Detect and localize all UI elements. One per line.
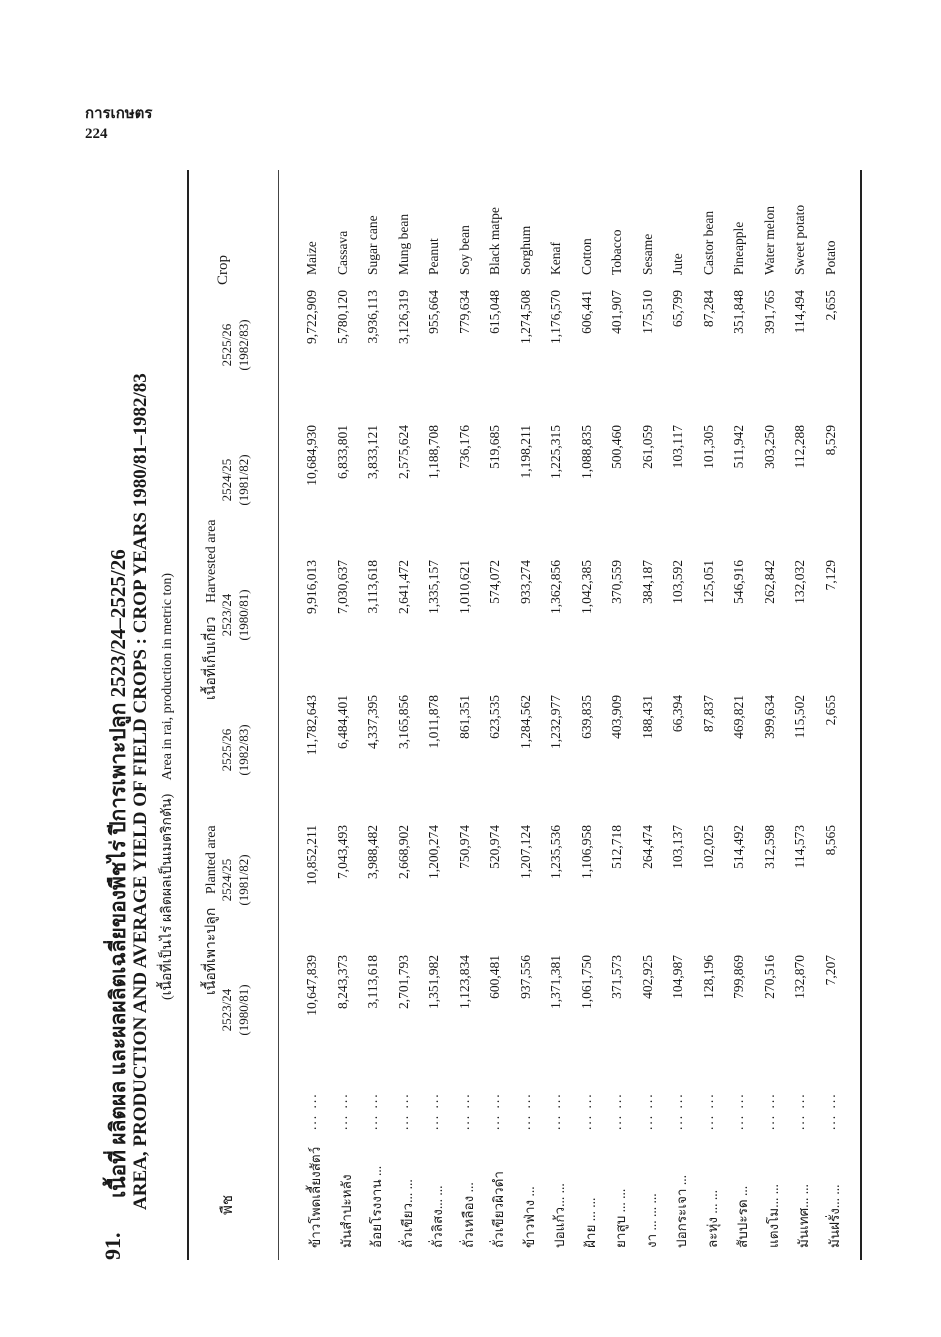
table-cell: 511,942: [731, 425, 746, 469]
table-cell: 128,196: [700, 955, 716, 999]
table-cell: 188,431: [639, 695, 655, 739]
table-cell: 520,974: [487, 825, 502, 869]
table-cell: 87,284: [700, 290, 716, 328]
table-cell: 6,484,401: [334, 695, 350, 749]
table-row: [453, 170, 479, 1260]
table-cell: 5,780,120: [334, 290, 350, 344]
table-cell: 937,556: [517, 955, 533, 999]
table-row: [544, 170, 570, 1260]
table-cell: 10,647,839: [304, 955, 319, 1016]
table-cell: 270,516: [761, 955, 777, 999]
table-cell: 955,664: [426, 290, 441, 334]
table-row: [514, 170, 540, 1260]
table-cell: 1,042,385: [578, 560, 594, 614]
crop-name-english: Cassava: [334, 230, 350, 275]
table-cell: 546,916: [731, 560, 746, 604]
crop-name-thai: มันเทศ... ...: [796, 1184, 811, 1248]
table-cell: 399,634: [761, 695, 777, 739]
table-cell: 1,207,124: [517, 825, 533, 879]
crop-name-english: Maize: [304, 241, 319, 275]
table-row: [819, 170, 845, 1260]
table-unit-note: [156, 563, 178, 1000]
table-cell: 2,641,472: [395, 560, 411, 614]
leader-dots: ... ...: [639, 1092, 655, 1130]
planted-area-english: Planted area: [204, 825, 219, 895]
year-english: (1982/83): [236, 319, 251, 371]
crop-name-english: Jute: [670, 253, 685, 275]
table-cell: 115,502: [792, 695, 807, 739]
table-cell: 1,235,536: [548, 825, 563, 879]
year-thai: 2523/24: [219, 988, 234, 1032]
table-row: [666, 170, 692, 1260]
table-cell: 103,117: [670, 425, 685, 469]
leader-dots: ... ...: [792, 1092, 807, 1130]
table-cell: 7,030,637: [334, 560, 350, 614]
rule-top: [187, 170, 189, 1260]
leader-dots: ... ...: [822, 1092, 838, 1130]
table-cell: 102,025: [700, 825, 716, 869]
table-cell: 736,176: [456, 425, 472, 469]
table-row: [697, 170, 723, 1260]
table-cell: 512,718: [609, 825, 624, 869]
table-cell: 623,535: [487, 695, 502, 739]
table-cell: 1,011,878: [426, 695, 441, 749]
table-cell: 1,200,274: [426, 825, 441, 879]
table-cell: 3,165,856: [395, 695, 411, 749]
year-header: [218, 955, 252, 1065]
section-name: การเกษตร: [85, 106, 153, 122]
crop-name-english: Kenaf: [548, 242, 563, 275]
table-cell: 261,059: [639, 425, 655, 469]
table-cell: 112,288: [792, 425, 807, 469]
table-cell: 1,123,834: [456, 955, 472, 1009]
table-cell: 104,987: [670, 955, 685, 999]
planted-area-thai: เนื้อที่เพาะปลูก: [204, 907, 219, 995]
crop-name-thai: ถั่วลิสง... ...: [430, 1185, 445, 1248]
leader-dots: ... ...: [761, 1092, 777, 1130]
table-cell: 2,701,793: [395, 955, 411, 1009]
table-cell: 262,842: [761, 560, 777, 604]
table-cell: 2,655: [822, 695, 838, 726]
table-cell: 371,573: [609, 955, 624, 999]
table-cell: 639,835: [578, 695, 594, 739]
table-cell: 1,061,750: [578, 955, 594, 1009]
year-header: [218, 560, 252, 670]
crop-name-thai: ละหุ่ง ... ...: [704, 1189, 720, 1248]
crop-name-english: Mung bean: [395, 213, 411, 275]
crop-name-english: Sugar cane: [365, 215, 380, 275]
crop-name-thai: ถั่วเขียวผิวดำ: [491, 1171, 506, 1248]
table-cell: 615,048: [487, 290, 502, 334]
table-row: [727, 170, 753, 1260]
crop-name-thai: ฝ้าย ... ...: [582, 1197, 598, 1248]
rule-header: [278, 170, 279, 1260]
crop-name-thai: ปอกระเจา ...: [674, 1175, 689, 1248]
table-cell: 574,072: [487, 560, 502, 604]
table-row: [300, 170, 326, 1260]
table-cell: 402,925: [639, 955, 655, 999]
table-cell: 519,685: [487, 425, 502, 469]
crop-name-thai: ข้าวฟ่าง ...: [521, 1186, 537, 1248]
crop-name-english: Soy bean: [456, 225, 472, 275]
crop-name-thai: สับปะรด ...: [735, 1185, 750, 1248]
table-cell: 8,243,373: [334, 955, 350, 1009]
table-cell: 132,032: [792, 560, 807, 604]
leader-dots: ... ...: [395, 1092, 411, 1130]
year-header: [218, 425, 252, 535]
table-cell: 7,043,493: [334, 825, 350, 879]
table-cell: 351,848: [731, 290, 746, 334]
crop-name-thai: งา ... ... ...: [643, 1193, 659, 1248]
table-cell: 3,113,618: [365, 560, 380, 614]
crop-name-thai: ยาสูบ ... ...: [613, 1188, 628, 1248]
table-cell: 9,916,013: [304, 560, 319, 614]
year-english: (1980/81): [236, 984, 251, 1036]
table-cell: 11,782,643: [304, 695, 319, 756]
crop-name-thai: มันสำปะหลัง: [338, 1174, 354, 1248]
table-cell: 2,668,902: [395, 825, 411, 879]
crop-name-english: Potato: [822, 240, 838, 275]
crop-name-english: Castor bean: [700, 210, 716, 275]
table-cell: 66,394: [670, 695, 685, 733]
table-cell: 861,351: [456, 695, 472, 739]
table-cell: 391,765: [761, 290, 777, 334]
table-cell: 384,187: [639, 560, 655, 604]
table-cell: 3,113,618: [365, 955, 380, 1009]
table-cell: 401,907: [609, 290, 624, 334]
crop-name-english: Sorghum: [517, 225, 533, 275]
table-cell: 1,335,157: [426, 560, 441, 614]
table-cell: 8,565: [822, 825, 838, 856]
crop-name-english: Black matpe: [487, 207, 502, 275]
table-cell: 1,274,508: [517, 290, 533, 344]
leader-dots: ... ...: [548, 1092, 563, 1130]
table-cell: 514,492: [731, 825, 746, 869]
table-cell: 933,274: [517, 560, 533, 604]
year-thai: 2523/24: [219, 593, 234, 637]
rule-bottom: [860, 170, 862, 1260]
table-cell: 175,510: [639, 290, 655, 334]
table-cell: 4,337,395: [365, 695, 380, 749]
table-cell: 1,188,708: [426, 425, 441, 479]
crop-name-english: Tobacco: [609, 229, 624, 275]
table-cell: 6,833,801: [334, 425, 350, 479]
table-cell: 1,010,621: [456, 560, 472, 614]
column-header-crop-english: Crop: [215, 255, 231, 285]
year-thai: 2524/25: [219, 858, 234, 902]
leader-dots: ... ...: [731, 1092, 746, 1130]
table-row: [758, 170, 784, 1260]
year-thai: 2524/25: [219, 458, 234, 502]
table-cell: 114,494: [792, 290, 807, 334]
table-cell: 101,305: [700, 425, 716, 469]
crop-name-english: Peanut: [426, 238, 441, 275]
table-cell: 799,869: [731, 955, 746, 999]
crop-name-thai: ถั่วเหลือง ...: [460, 1182, 476, 1248]
table-cell: 2,655: [822, 290, 838, 321]
crop-name-english: Pineapple: [731, 221, 746, 275]
leader-dots: ... ...: [670, 1092, 685, 1130]
table-row: [392, 170, 418, 1260]
table-row: [331, 170, 357, 1260]
crop-name-english: Water melon: [761, 205, 777, 275]
table-cell: 1,232,977: [548, 695, 563, 749]
table-cell: 1,088,835: [578, 425, 594, 479]
table-cell: 7,207: [822, 955, 838, 986]
crop-name-thai: อ้อยโรงงาน ...: [369, 1165, 384, 1248]
table-row: [483, 170, 509, 1260]
year-header: [218, 825, 252, 935]
leader-dots: ... ...: [578, 1092, 594, 1130]
year-thai: 2525/26: [219, 728, 234, 772]
year-english: (1980/81): [236, 589, 251, 641]
table-cell: 1,225,315: [548, 425, 563, 479]
leader-dots: ... ...: [487, 1092, 502, 1130]
table-cell: 500,460: [609, 425, 624, 469]
table-title-thai: เนื้อที่ ผลิตผล และผลผลิตเฉลี่ยของพืชไร่ ปีการเพาะปลูก 2523/24–2525/26: [106, 549, 130, 1198]
table-row: [422, 170, 448, 1260]
table-number: 91.: [100, 1232, 125, 1260]
table-cell: 3,833,121: [365, 425, 380, 479]
table-cell: 103,137: [670, 825, 685, 869]
year-header: [218, 290, 252, 400]
leader-dots: ... ...: [426, 1092, 441, 1130]
table-cell: 132,870: [792, 955, 807, 999]
unit-note-english: Area in rai, production in metric ton): [160, 573, 175, 781]
table-cell: 9,722,909: [304, 290, 319, 344]
table-cell: 1,371,381: [548, 955, 563, 1009]
table-row: [605, 170, 631, 1260]
crop-name-english: Cotton: [578, 238, 594, 275]
table-cell: 403,909: [609, 695, 624, 739]
table-cell: 469,821: [731, 695, 746, 739]
year-header: [218, 695, 252, 805]
table-cell: 7,129: [822, 560, 838, 591]
table-row: [788, 170, 814, 1260]
table-cell: 1,351,982: [426, 955, 441, 1009]
table-cell: 125,051: [700, 560, 716, 604]
leader-dots: ... ...: [304, 1092, 319, 1130]
rotated-table: [100, 110, 860, 1260]
table-cell: 303,250: [761, 425, 777, 469]
table-cell: 312,598: [761, 825, 777, 869]
table-cell: 8,529: [822, 425, 838, 456]
table-cell: 1,106,958: [578, 825, 594, 879]
leader-dots: ... ...: [365, 1092, 380, 1130]
leader-dots: ... ...: [700, 1092, 716, 1130]
table-cell: 10,684,930: [304, 425, 319, 486]
column-header-crop-thai: พืช: [220, 1194, 236, 1215]
table-cell: 600,481: [487, 955, 502, 999]
table-row: [575, 170, 601, 1260]
table-cell: 87,837: [700, 695, 716, 733]
crop-name-thai: ปอแก้ว... ...: [552, 1183, 567, 1248]
harvested-area-thai: เนื้อที่เก็บเกี่ยว: [204, 616, 219, 700]
table-row: [361, 170, 387, 1260]
table-cell: 65,799: [670, 290, 685, 328]
table-cell: 1,284,562: [517, 695, 533, 749]
page-number: 224: [85, 126, 108, 142]
unit-note-thai: (เนื้อที่เป็นไร่ ผลิตผลเป็นเมตริกตัน): [160, 793, 175, 1000]
table-cell: 779,634: [456, 290, 472, 334]
crop-name-english: Sweet potato: [792, 204, 807, 275]
crop-name-thai: ถั่วเขียว... ...: [399, 1179, 415, 1248]
year-english: (1982/83): [236, 724, 251, 776]
table-row: [636, 170, 662, 1260]
year-thai: 2525/26: [219, 323, 234, 367]
table-cell: 3,988,482: [365, 825, 380, 879]
table-cell: 750,974: [456, 825, 472, 869]
crop-name-english: Sesame: [639, 233, 655, 275]
crop-name-thai: ข้าวโพดเลี้ยงสัตว์: [308, 1146, 323, 1248]
leader-dots: ... ...: [517, 1092, 533, 1130]
table-cell: 370,559: [609, 560, 624, 604]
table-cell: 606,441: [578, 290, 594, 334]
table-cell: 1,362,856: [548, 560, 563, 614]
table-cell: 264,474: [639, 825, 655, 869]
leader-dots: ... ...: [334, 1092, 350, 1130]
crop-name-thai: มันฝรั่ง... ...: [826, 1184, 842, 1248]
table-cell: 2,575,624: [395, 425, 411, 479]
table-cell: 1,198,211: [517, 425, 533, 479]
table-cell: 10,852,211: [304, 825, 319, 886]
table-cell: 114,573: [792, 825, 807, 869]
table-cell: 3,126,319: [395, 290, 411, 344]
year-english: (1981/82): [236, 454, 251, 506]
year-english: (1981/82): [236, 854, 251, 906]
crop-name-thai: แตงโม... ...: [765, 1184, 781, 1248]
table-cell: 3,936,113: [365, 290, 380, 344]
harvested-area-english: Harvested area: [204, 519, 219, 604]
table-title-english: AREA, PRODUCTION AND AVERAGE YIELD OF FIELD CROPS : CROP YEARS 1980/81–1982/83: [130, 373, 151, 1210]
table-cell: 1,176,570: [548, 290, 563, 344]
table-cell: 103,592: [670, 560, 685, 604]
leader-dots: ... ...: [456, 1092, 472, 1130]
leader-dots: ... ...: [609, 1092, 624, 1130]
